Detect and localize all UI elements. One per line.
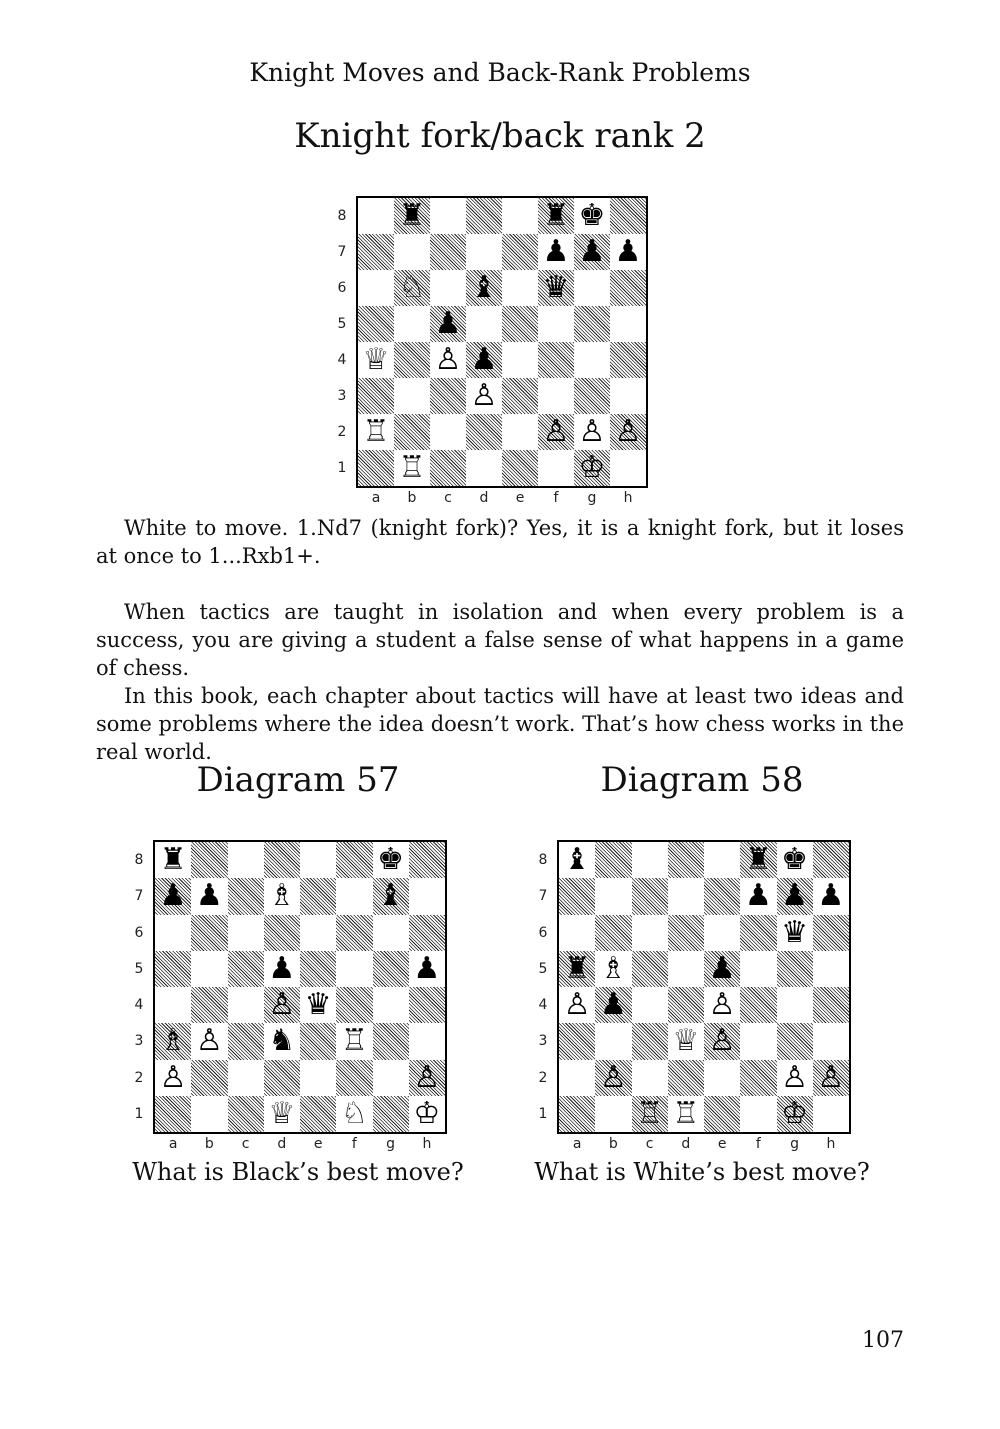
file-label: b [204, 1136, 214, 1152]
diagram-58-caption: What is White’s best move? [534, 1158, 870, 1186]
diagram-57-title: Diagram 57 [196, 760, 400, 800]
black-pawn-g7-icon: ♟ [781, 878, 809, 914]
square-c3 [632, 1023, 668, 1059]
rank-label: 3 [337, 388, 347, 404]
white-knight-f1-icon: ♘ [340, 1095, 368, 1131]
rank-label: 5 [538, 960, 548, 977]
square-c1 [430, 450, 466, 486]
white-queen-d3-icon: ♕ [672, 1023, 700, 1059]
rank-label: 2 [337, 424, 347, 440]
square-e2 [704, 1060, 740, 1096]
square-d5 [466, 306, 502, 342]
square-h3 [610, 378, 646, 414]
square-a8 [358, 198, 394, 234]
white-king-g1-icon: ♔ [578, 450, 606, 485]
square-g3 [777, 1023, 813, 1059]
paragraph-1-text: White to move. 1.Nd7 (knight fork)? Yes, it is a knight fork, but it loses at once to 1...Rxb1+. [96, 516, 904, 568]
square-f1 [538, 450, 574, 486]
square-h8 [409, 842, 445, 878]
square-c7 [228, 878, 264, 914]
rank-label: 5 [337, 316, 347, 332]
white-pawn-e3-icon: ♙ [708, 1023, 736, 1059]
square-h6 [409, 915, 445, 951]
square-g5 [373, 951, 409, 987]
square-c6 [632, 915, 668, 951]
square-c1 [228, 1096, 264, 1132]
file-label: b [407, 490, 417, 506]
white-pawn-b3-icon: ♙ [195, 1023, 223, 1059]
square-b2 [394, 414, 430, 450]
white-pawn-e4-icon: ♙ [708, 987, 736, 1023]
square-b4 [191, 987, 227, 1023]
black-pawn-g7-icon: ♟ [578, 234, 606, 269]
white-rook-a2-icon: ♖ [362, 414, 390, 449]
square-b2 [191, 1060, 227, 1096]
square-f4 [740, 987, 776, 1023]
rank-label: 4 [337, 352, 347, 368]
square-e7 [502, 234, 538, 270]
square-f6 [336, 915, 372, 951]
square-c5 [632, 951, 668, 987]
square-g4 [574, 342, 610, 378]
black-rook-b8-icon: ♜ [398, 198, 426, 233]
square-e7 [300, 878, 336, 914]
square-h1 [610, 450, 646, 486]
square-b3 [595, 1023, 631, 1059]
square-h6 [813, 915, 849, 951]
square-g6 [574, 270, 610, 306]
white-pawn-g2-icon: ♙ [578, 414, 606, 449]
rank-label: 2 [134, 1069, 144, 1086]
rank-label: 7 [337, 244, 347, 260]
square-b7 [595, 878, 631, 914]
rank-label: 7 [538, 888, 548, 905]
square-g1 [373, 1096, 409, 1132]
file-label: b [608, 1136, 618, 1152]
running-head: Knight Moves and Back-Rank Problems [249, 58, 751, 87]
square-a1 [155, 1096, 191, 1132]
square-c2 [228, 1060, 264, 1096]
square-d7 [466, 234, 502, 270]
black-bishop-d6-icon: ♝ [470, 270, 498, 305]
square-b3 [394, 378, 430, 414]
rank-label: 3 [134, 1033, 144, 1050]
square-c3 [228, 1023, 264, 1059]
white-queen-d1-icon: ♕ [268, 1095, 296, 1131]
rank-label: 8 [538, 852, 548, 869]
square-c6 [228, 915, 264, 951]
square-d4 [668, 987, 704, 1023]
black-rook-f8-icon: ♜ [744, 842, 772, 878]
black-pawn-d5-icon: ♟ [268, 950, 296, 986]
file-label: g [790, 1136, 800, 1152]
square-g3 [574, 378, 610, 414]
chess-board-diagram-58 [557, 840, 851, 1134]
rank-label: 7 [134, 888, 144, 905]
diagram-57-caption: What is Black’s best move? [132, 1158, 464, 1186]
rank-label: 6 [538, 924, 548, 941]
rank-label: 8 [134, 852, 144, 869]
black-king-g8-icon: ♚ [377, 842, 405, 878]
rank-label: 6 [134, 924, 144, 941]
square-b4 [394, 342, 430, 378]
square-e1 [502, 450, 538, 486]
paragraph-1 [96, 514, 904, 570]
square-h3 [813, 1023, 849, 1059]
black-pawn-h7-icon: ♟ [817, 878, 845, 914]
black-queen-f6-icon: ♛ [542, 270, 570, 305]
square-b1 [595, 1096, 631, 1132]
square-a1 [559, 1096, 595, 1132]
black-pawn-f7-icon: ♟ [744, 878, 772, 914]
square-a1 [358, 450, 394, 486]
file-label: e [515, 490, 525, 506]
file-label: c [645, 1136, 654, 1152]
black-king-g8-icon: ♚ [781, 842, 809, 878]
file-label: c [241, 1136, 250, 1152]
rank-label: 8 [337, 208, 347, 224]
square-d8 [668, 842, 704, 878]
white-pawn-d3-icon: ♙ [470, 378, 498, 413]
square-e1 [704, 1096, 740, 1132]
rank-label: 4 [134, 997, 144, 1014]
white-pawn-h2-icon: ♙ [413, 1059, 441, 1095]
square-b1 [191, 1096, 227, 1132]
square-f1 [740, 1096, 776, 1132]
white-bishop-b5-icon: ♗ [599, 950, 627, 986]
square-h3 [409, 1023, 445, 1059]
black-pawn-e5-icon: ♟ [708, 950, 736, 986]
black-pawn-b4-icon: ♟ [599, 987, 627, 1023]
square-f5 [538, 306, 574, 342]
square-f4 [336, 987, 372, 1023]
file-label: f [755, 1136, 761, 1152]
black-pawn-a7-icon: ♟ [159, 878, 187, 914]
paragraph-3-text: In this book, each chapter about tactics will have at least two ideas and some problems where the idea doesn’t work. That’s how chess works in the real world. [96, 684, 904, 764]
black-knight-d3-icon: ♞ [268, 1023, 296, 1059]
square-f7 [336, 878, 372, 914]
black-queen-g6-icon: ♛ [781, 914, 809, 950]
square-b5 [191, 951, 227, 987]
white-rook-d1-icon: ♖ [672, 1095, 700, 1131]
square-f8 [336, 842, 372, 878]
square-d6 [264, 915, 300, 951]
square-h8 [813, 842, 849, 878]
white-bishop-d7-icon: ♗ [268, 878, 296, 914]
square-a5 [358, 306, 394, 342]
square-b6 [191, 915, 227, 951]
square-e6 [704, 915, 740, 951]
square-b5 [394, 306, 430, 342]
white-pawn-g2-icon: ♙ [781, 1059, 809, 1095]
square-a7 [358, 234, 394, 270]
square-h5 [610, 306, 646, 342]
white-bishop-a3-icon: ♗ [159, 1023, 187, 1059]
square-e1 [300, 1096, 336, 1132]
square-e8 [704, 842, 740, 878]
file-label: d [277, 1136, 287, 1152]
square-e2 [502, 414, 538, 450]
square-f2 [740, 1060, 776, 1096]
square-c7 [632, 878, 668, 914]
square-c5 [228, 951, 264, 987]
square-d2 [668, 1060, 704, 1096]
square-h8 [610, 198, 646, 234]
square-d2 [264, 1060, 300, 1096]
square-h4 [813, 987, 849, 1023]
square-a7 [559, 878, 595, 914]
black-rook-f8-icon: ♜ [542, 198, 570, 233]
square-b6 [595, 915, 631, 951]
square-c7 [430, 234, 466, 270]
rank-label: 5 [134, 960, 144, 977]
square-d5 [668, 951, 704, 987]
square-g3 [373, 1023, 409, 1059]
file-label: a [168, 1136, 178, 1152]
square-h4 [610, 342, 646, 378]
square-c2 [430, 414, 466, 450]
square-e6 [502, 270, 538, 306]
square-g2 [373, 1060, 409, 1096]
white-rook-b1-icon: ♖ [398, 450, 426, 485]
square-e4 [502, 342, 538, 378]
black-bishop-a8-icon: ♝ [563, 842, 591, 878]
square-a2 [559, 1060, 595, 1096]
square-b8 [595, 842, 631, 878]
white-pawn-f2-icon: ♙ [542, 414, 570, 449]
square-g4 [777, 987, 813, 1023]
file-label: g [386, 1136, 396, 1152]
black-pawn-c5-icon: ♟ [434, 306, 462, 341]
white-king-g1-icon: ♔ [781, 1095, 809, 1131]
square-a6 [358, 270, 394, 306]
square-g6 [373, 915, 409, 951]
paragraph-2 [96, 598, 904, 682]
square-e5 [502, 306, 538, 342]
file-label: e [717, 1136, 727, 1152]
square-f5 [336, 951, 372, 987]
file-label: f [351, 1136, 357, 1152]
square-g4 [373, 987, 409, 1023]
file-label: e [313, 1136, 323, 1152]
square-d2 [466, 414, 502, 450]
square-c3 [430, 378, 466, 414]
file-label: f [553, 490, 559, 506]
white-king-h1-icon: ♔ [413, 1095, 441, 1131]
square-f5 [740, 951, 776, 987]
square-a6 [155, 915, 191, 951]
square-b7 [394, 234, 430, 270]
white-rook-c1-icon: ♖ [636, 1095, 664, 1131]
square-h5 [813, 951, 849, 987]
square-a3 [358, 378, 394, 414]
square-d8 [466, 198, 502, 234]
black-rook-a8-icon: ♜ [159, 842, 187, 878]
rank-label: 1 [538, 1105, 548, 1122]
white-pawn-a2-icon: ♙ [159, 1059, 187, 1095]
white-pawn-h2-icon: ♙ [817, 1059, 845, 1095]
square-e2 [300, 1060, 336, 1096]
file-label: h [623, 490, 633, 506]
square-c2 [632, 1060, 668, 1096]
square-c8 [430, 198, 466, 234]
rank-label: 1 [337, 460, 347, 476]
square-f6 [740, 915, 776, 951]
white-queen-a4-icon: ♕ [362, 342, 390, 377]
rank-label: 3 [538, 1033, 548, 1050]
white-knight-b6-icon: ♘ [398, 270, 426, 305]
white-pawn-b2-icon: ♙ [599, 1059, 627, 1095]
square-e3 [300, 1023, 336, 1059]
square-d6 [668, 915, 704, 951]
square-h4 [409, 987, 445, 1023]
square-d1 [466, 450, 502, 486]
file-label: d [479, 490, 489, 506]
square-c8 [632, 842, 668, 878]
black-pawn-h5-icon: ♟ [413, 950, 441, 986]
black-king-g8-icon: ♚ [578, 198, 606, 233]
square-f3 [538, 378, 574, 414]
rank-label: 1 [134, 1105, 144, 1122]
diagram-58-title: Diagram 58 [600, 760, 804, 800]
file-label: h [422, 1136, 432, 1152]
square-e8 [300, 842, 336, 878]
black-pawn-f7-icon: ♟ [542, 234, 570, 269]
file-label: h [826, 1136, 836, 1152]
square-e5 [300, 951, 336, 987]
file-label: g [587, 490, 597, 506]
chess-board-main [356, 196, 648, 488]
square-a5 [155, 951, 191, 987]
file-label: d [681, 1136, 691, 1152]
rank-label: 2 [538, 1069, 548, 1086]
square-a6 [559, 915, 595, 951]
square-a3 [559, 1023, 595, 1059]
white-pawn-d4-icon: ♙ [268, 987, 296, 1023]
square-c4 [228, 987, 264, 1023]
page-number: 107 [862, 1328, 904, 1353]
square-h6 [610, 270, 646, 306]
white-pawn-a4-icon: ♙ [563, 987, 591, 1023]
square-d8 [264, 842, 300, 878]
square-g5 [777, 951, 813, 987]
chess-board-diagram-57 [153, 840, 447, 1134]
square-h1 [813, 1096, 849, 1132]
square-f3 [740, 1023, 776, 1059]
square-c8 [228, 842, 264, 878]
black-pawn-d4-icon: ♟ [470, 342, 498, 377]
square-d7 [668, 878, 704, 914]
section-title: Knight fork/back rank 2 [294, 116, 706, 156]
square-c6 [430, 270, 466, 306]
paragraph-2-text: When tactics are taught in isolation and when every problem is a success, you are giving a student a false sense of what happens in a game of chess. [96, 600, 904, 680]
square-e6 [300, 915, 336, 951]
paragraph-3 [96, 682, 904, 766]
black-pawn-h7-icon: ♟ [614, 234, 642, 269]
square-e3 [502, 378, 538, 414]
square-b8 [191, 842, 227, 878]
rank-label: 6 [337, 280, 347, 296]
square-g5 [574, 306, 610, 342]
square-a4 [155, 987, 191, 1023]
square-e8 [502, 198, 538, 234]
white-pawn-h2-icon: ♙ [614, 414, 642, 449]
square-e7 [704, 878, 740, 914]
square-h7 [409, 878, 445, 914]
white-pawn-c4-icon: ♙ [434, 342, 462, 377]
black-rook-a5-icon: ♜ [563, 950, 591, 986]
file-label: a [371, 490, 381, 506]
white-rook-f3-icon: ♖ [340, 1023, 368, 1059]
file-label: a [572, 1136, 582, 1152]
file-label: c [444, 490, 452, 506]
black-queen-e4-icon: ♛ [304, 987, 332, 1023]
rank-label: 4 [538, 997, 548, 1014]
square-c4 [632, 987, 668, 1023]
square-f2 [336, 1060, 372, 1096]
black-bishop-g7-icon: ♝ [377, 878, 405, 914]
square-f4 [538, 342, 574, 378]
black-pawn-b7-icon: ♟ [195, 878, 223, 914]
